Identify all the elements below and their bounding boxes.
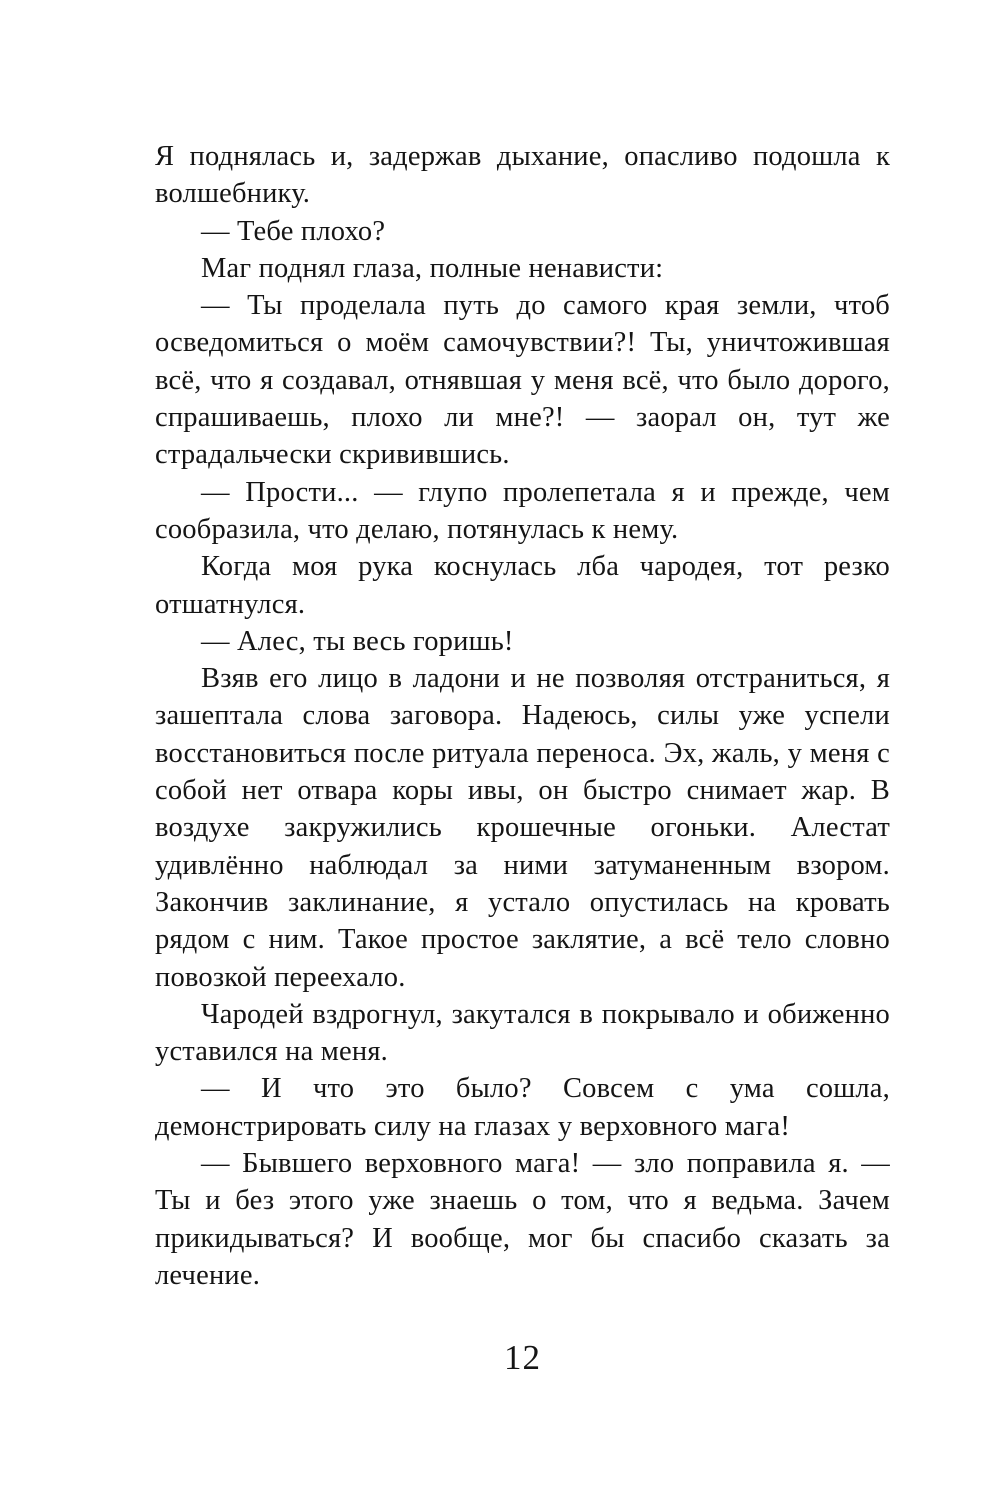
- paragraph: Чародей вздрогнул, закутался в покрывало и обиженно уставился на меня.: [155, 998, 890, 1068]
- page-number: 12: [504, 1338, 541, 1378]
- paragraph: — Алес, ты весь горишь!: [201, 625, 514, 657]
- paragraph: Маг поднял глаза, полные ненависти:: [201, 252, 664, 284]
- paragraph: Когда моя рука коснулась лба чародея, тот резко отшатнулся.: [155, 551, 890, 620]
- paragraph: — И что это было? Совсем с ума сошла, демонстрировать силу на глазах у верховного мага!: [155, 1073, 890, 1142]
- paragraph: Взяв его лицо в ладони и не позволяя отстраниться, я зашептала слова заговора. Надеюсь, силы уже успели восстановиться после ритуала переноса. Эх, жаль, у меня с собой нет отвара коры ивы, он быстро снимает жар. В воздухе закружились крошечные огоньки. Алестат удивлённо наблюдал за ними затуманенным взором. Закончив заклинание, я устало опустилась на кровать рядом с ним. Такое простое заклятие, а всё тело словно повозкой переехало.: [155, 663, 890, 993]
- page-text: [155, 138, 890, 1294]
- paragraph: Я поднялась и, задержав дыхание, опасливо подошла к волшебнику.: [155, 141, 890, 210]
- paragraph: — Бывшего верховного мага! — зло поправила я. — Ты и без этого уже знаешь о том, что я ведьма. Зачем прикидываться? И вообще, мог бы спасибо сказать за лечение.: [155, 1148, 890, 1291]
- paragraph: — Тебе плохо?: [201, 215, 386, 247]
- paragraph: — Прости... — глупо пролепетала я и прежде, чем сообразила, что делаю, потянулась к нему.: [155, 476, 890, 545]
- paragraph: — Ты проделала путь до самого края земли, чтоб осведомиться о моём самочувствии?! Ты, уничтожившая всё, что я создавал, отнявшая у меня всё, что было дорого, спрашиваешь, плохо ли мне?! — заорал он, тут же страдальчески скривившись.: [155, 290, 890, 471]
